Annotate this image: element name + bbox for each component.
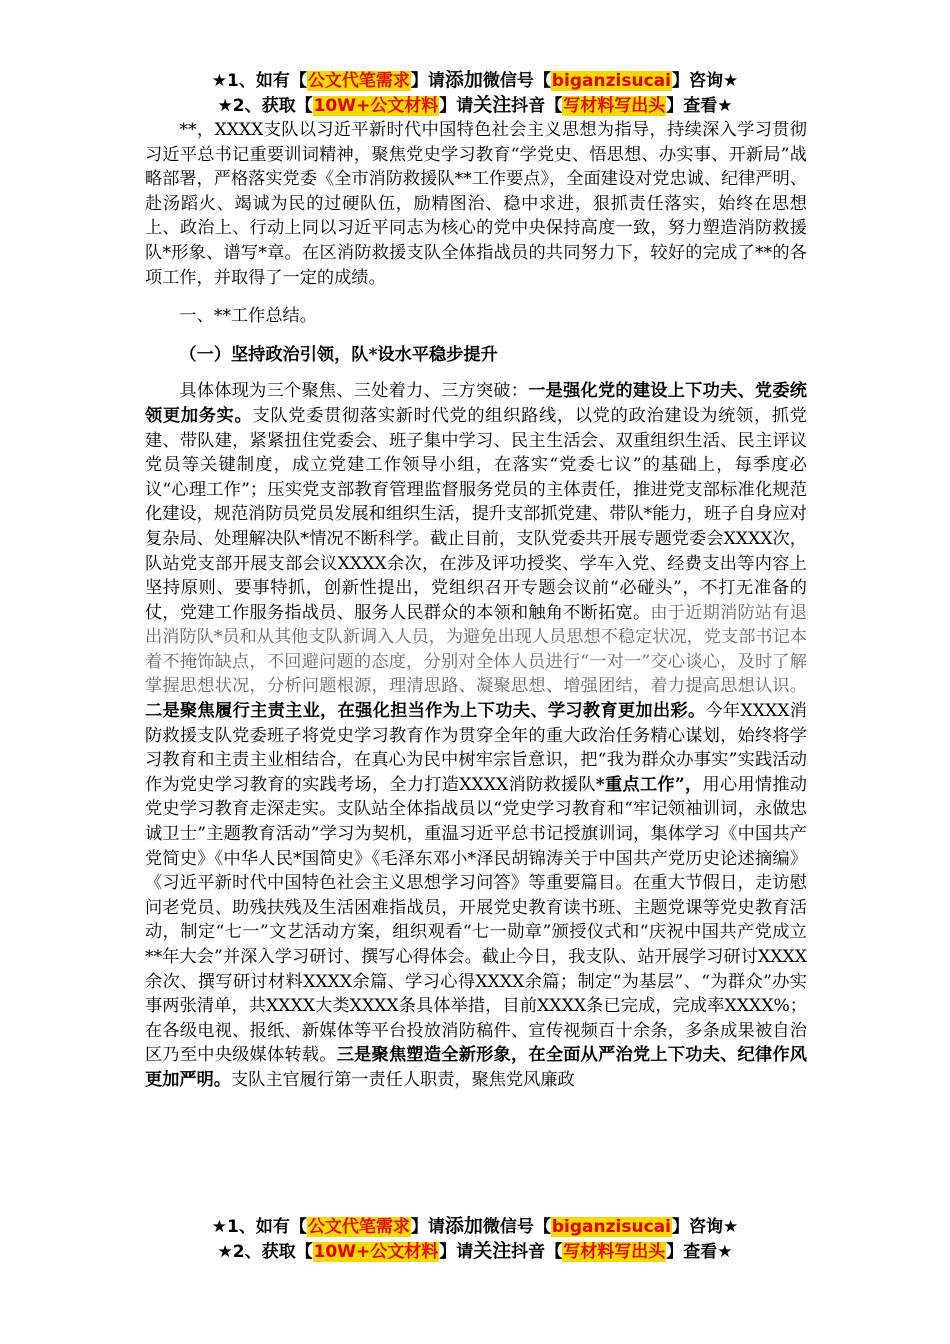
- promo-highlight-douyin-id: 写材料写出头: [563, 96, 666, 116]
- promo-text: 抖音【: [511, 1242, 563, 1262]
- promo-text: 】查看★: [666, 1242, 733, 1262]
- document-body: [145, 118, 807, 1093]
- promo-highlight-wechat-id: biganzisucai: [551, 71, 671, 91]
- promo-line-1: [0, 1214, 950, 1239]
- promo-text: 】咨询★: [671, 71, 739, 91]
- promo-banner-top: [0, 68, 950, 118]
- paragraph-text: 用心用情推动党史学习教育走深走实。支队站全体指战员以“党史学习教育和“牢记领袖训词，永做忠诚卫士”主题教育活动”学习为契机，重温习近平总书记授旗训词，集体学习《中国共产党简史》《中华人民*国简史》《毛泽东邓小*泽民胡锦涛关于中国共产党历史论述摘编》《习近平新时代中国特色社会主义思想学习问答》等重要篇目。在重大节假日，走访慰问老党员、助残扶残及生活困难指战员，开展党史教育读书班、主题党课等党史教育活动，制定“七一”文艺活动方案，组织观看“七一勋章”颁授仪式和“庆祝中国共产党成立**年大会”并深入学习研讨、撰写心得体会。截止今日，我支队、站开展学习研讨XXXX余次、撰写研讨材料XXXX余篇、学习心得XXXX余篇；制定“为基层”、“为群众”办实事两张清单，共XXXX大类XXXX条具体举措，目前XXXX条已完成，完成率XXXX%；在各级电视、报纸、新媒体等平台投放消防稿件、宣传视频百十余条，多条成果被自治区乃至中央级媒体转载。: [145, 774, 807, 1066]
- bold-phrase: *重点工作”，: [595, 774, 703, 795]
- subsection-heading: （一）坚持政治引领，队*设水平稳步提升: [179, 344, 498, 365]
- promo-emphasis: 添加: [444, 1215, 483, 1237]
- paragraph-text-faded: 由于近期消防站有退出消防队*员和从其他支队新调入人员，为避免出现人员思想不稳定状况，党支部书记本着不掩饰缺点，不回避问题的态度，分别对全体人员进行“一对一”交心谈心，及时了解掌握思想状况，分析问题根源，理清思路、凝聚思想、增强团结，着力提高思想认识。: [145, 602, 807, 697]
- bold-point-3: 三是聚焦塑造全新形象，在全面从严治党上下功夫、纪律作风更加严明。: [145, 1045, 807, 1090]
- promo-highlight-wechat-id: biganzisucai: [551, 1217, 671, 1237]
- promo-text: 】咨询★: [671, 1217, 739, 1237]
- promo-text: 】请: [410, 1217, 445, 1237]
- promo-text: 抖音【: [511, 96, 563, 116]
- promo-banner-bottom: [0, 1214, 950, 1264]
- promo-line-1: [0, 68, 950, 93]
- promo-line-2: [0, 1239, 950, 1264]
- promo-text: ★1、如有【: [211, 71, 307, 91]
- promo-emphasis: 关注: [473, 1240, 512, 1262]
- promo-text: 微信号【: [482, 1217, 551, 1237]
- main-paragraph: [145, 379, 807, 1092]
- promo-emphasis: 关注: [473, 94, 512, 116]
- paragraph-text: 今年XXXX消防救援支队党委班子将党史学习教育作为贯穿全年的重大政治任务精心谋划，始终将学习教育和主责主业相结合，在真心为民中树牢宗旨意识，把“我为群众办事实”实践活动作为党史学习教育的实践考场，全力打造XXXX消防救援队: [145, 701, 807, 795]
- promo-text: 】请: [410, 71, 445, 91]
- promo-text: 】请: [439, 1242, 474, 1262]
- bold-point-1: 一是强化党的建设上下功夫、党委统领更加务实。: [145, 381, 807, 426]
- promo-highlight: 公文代笔需求: [307, 71, 410, 91]
- promo-text: ★1、如有【: [211, 1217, 307, 1237]
- intro-paragraph: **，XXXX支队以习近平新时代中国特色社会主义思想为指导，持续深入学习贯彻习近平总书记重要训词精神，聚焦党史学习教育“学党史、悟思想、办实事、开新局”战略部署，严格落实党委《全市消防救援队**工作要点》，全面建设对党忠诚、纪律严明、赴汤蹈火、竭诚为民的过硬队伍，励精图治、稳中求进，狠抓责任落实，始终在思想上、政治上、行动上同以习近平同志为核心的党中央保持高度一致，努力塑造消防救援队*形象、谱写*章。在区消防救援支队全体指战员的共同努力下，较好的完成了**的各项工作，并取得了一定的成绩。: [145, 120, 807, 288]
- promo-highlight: 10W+公文材料: [313, 1242, 439, 1262]
- promo-text: ★2、获取【: [217, 1242, 313, 1262]
- promo-text: 微信号【: [482, 71, 551, 91]
- promo-text: 】查看★: [666, 96, 733, 116]
- promo-highlight-douyin-id: 写材料写出头: [563, 1242, 666, 1262]
- paragraph-text: 具体体现为三个聚焦、三处着力、三方突破：: [179, 381, 529, 402]
- promo-text: 】请: [439, 96, 474, 116]
- paragraph-text: 支队主官履行第一责任人职责，聚焦党风廉政: [230, 1069, 575, 1090]
- bold-point-2: 二是聚焦履行主责主业，在强化担当作为上下功夫、学习教育更加出彩。: [145, 701, 706, 722]
- promo-highlight: 10W+公文材料: [313, 96, 439, 116]
- promo-line-2: [0, 93, 950, 118]
- paragraph-text: 支队党委贯彻落实新时代党的组织路线，以党的政治建设为统领，抓党建、带队建，紧紧扭住党委会、班子集中学习、民主生活会、双重组织生活、民主评议党员等关键制度，成立党建工作领导小组，在落实“党委七议”的基础上，每季度必议“心理工作”；压实党支部教育管理监督服务党员的主体责任，推进党支部标准化规范化建设，规范消防员党员发展和组织生活，提升支部抓党建、带队*能力，班子自身应对复杂局、处理解决队*情况不断科学。截止目前，支队党委共开展专题党委会XXXX次，队站党支部开展支部会议XXXX余次，在涉及评功授奖、学车入党、经费支出等内容上坚持原则、要事特抓，创新性提出，党组织召开专题会议前“必碰头”，不打无准备的仗，党建工作服务指战员、服务人民群众的本领和触角不断拓宽。: [145, 405, 807, 623]
- promo-emphasis: 添加: [444, 69, 483, 91]
- promo-highlight: 公文代笔需求: [307, 1217, 410, 1237]
- section-heading: 一、**工作总结。: [179, 306, 317, 327]
- promo-text: ★2、获取【: [217, 96, 313, 116]
